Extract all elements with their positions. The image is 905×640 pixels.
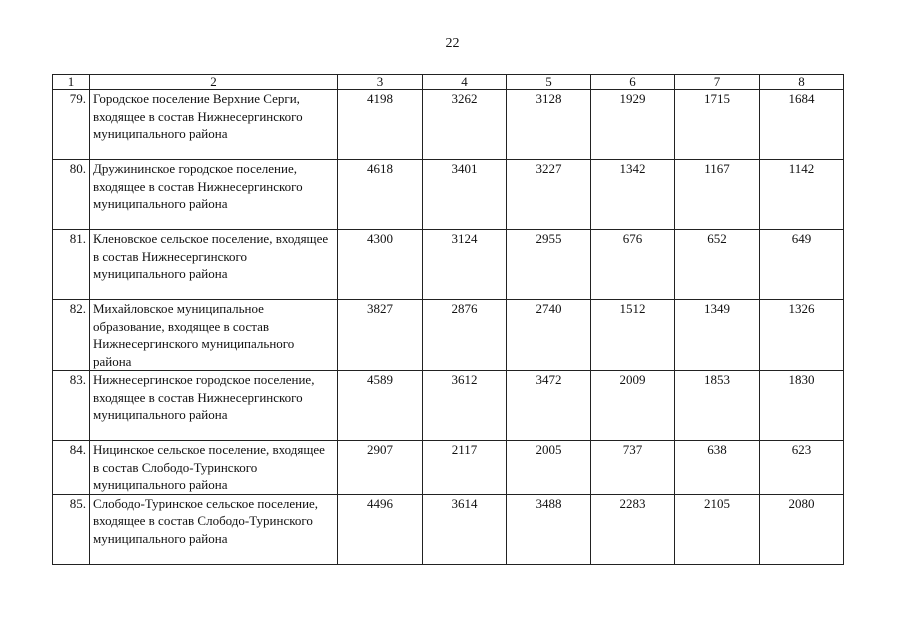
row-number: 79. xyxy=(53,90,90,160)
value-cell: 3488 xyxy=(507,494,591,564)
value-cell: 623 xyxy=(760,441,844,495)
row-number: 81. xyxy=(53,230,90,300)
value-cell: 1349 xyxy=(675,300,760,371)
value-cell: 3472 xyxy=(507,371,591,441)
table-row xyxy=(53,90,844,160)
value-cell: 2105 xyxy=(675,494,760,564)
value-cell: 2740 xyxy=(507,300,591,371)
table-body xyxy=(53,90,844,565)
value-cell: 1142 xyxy=(760,160,844,230)
value-cell: 3827 xyxy=(338,300,423,371)
value-cell: 2907 xyxy=(338,441,423,495)
value-cell: 4300 xyxy=(338,230,423,300)
value-cell: 4618 xyxy=(338,160,423,230)
table-row xyxy=(53,160,844,230)
table-row xyxy=(53,300,844,371)
value-cell: 652 xyxy=(675,230,760,300)
table-row xyxy=(53,494,844,564)
value-cell: 1342 xyxy=(591,160,675,230)
value-cell: 3262 xyxy=(423,90,507,160)
value-cell: 3128 xyxy=(507,90,591,160)
column-header: 2 xyxy=(90,75,338,90)
column-header: 8 xyxy=(760,75,844,90)
value-cell: 638 xyxy=(675,441,760,495)
value-cell: 1684 xyxy=(760,90,844,160)
value-cell: 1929 xyxy=(591,90,675,160)
value-cell: 2005 xyxy=(507,441,591,495)
row-number: 85. xyxy=(53,494,90,564)
value-cell: 676 xyxy=(591,230,675,300)
municipality-name: Кленовское сельское поселение, входящее в состав Нижнесергинского муниципального района xyxy=(90,230,338,300)
value-cell: 1830 xyxy=(760,371,844,441)
municipality-name: Михайловское муниципальное образование, входящее в состав Нижнесергинского муниципального района xyxy=(90,300,338,371)
municipality-name: Городское поселение Верхние Серги, входящее в состав Нижнесергинского муниципального района xyxy=(90,90,338,160)
row-number: 80. xyxy=(53,160,90,230)
row-number: 82. xyxy=(53,300,90,371)
page-number: 22 xyxy=(445,36,460,51)
value-cell: 2955 xyxy=(507,230,591,300)
value-cell: 737 xyxy=(591,441,675,495)
value-cell: 4496 xyxy=(338,494,423,564)
value-cell: 4589 xyxy=(338,371,423,441)
municipality-name: Нижнесергинское городское поселение, входящее в состав Нижнесергинского муниципального района xyxy=(90,371,338,441)
table-row xyxy=(53,441,844,495)
value-cell: 1512 xyxy=(591,300,675,371)
column-header: 1 xyxy=(53,75,90,90)
row-number: 83. xyxy=(53,371,90,441)
value-cell: 3614 xyxy=(423,494,507,564)
value-cell: 1326 xyxy=(760,300,844,371)
value-cell: 4198 xyxy=(338,90,423,160)
value-cell: 2009 xyxy=(591,371,675,441)
municipality-name: Ницинское сельское поселение, входящее в состав Слободо-Туринского муниципального района xyxy=(90,441,338,495)
header-row xyxy=(53,75,844,90)
table-header xyxy=(53,75,844,90)
value-cell: 3227 xyxy=(507,160,591,230)
value-cell: 1853 xyxy=(675,371,760,441)
value-cell: 3612 xyxy=(423,371,507,441)
table-row xyxy=(53,230,844,300)
row-number: 84. xyxy=(53,441,90,495)
column-header: 5 xyxy=(507,75,591,90)
municipality-name: Дружининское городское поселение, входящее в состав Нижнесергинского муниципального района xyxy=(90,160,338,230)
value-cell: 649 xyxy=(760,230,844,300)
value-cell: 2283 xyxy=(591,494,675,564)
column-header: 4 xyxy=(423,75,507,90)
value-cell: 3401 xyxy=(423,160,507,230)
value-cell: 1167 xyxy=(675,160,760,230)
value-cell: 2876 xyxy=(423,300,507,371)
column-header: 3 xyxy=(338,75,423,90)
municipality-name: Слободо-Туринское сельское поселение, входящее в состав Слободо-Туринского муниципального района xyxy=(90,494,338,564)
value-cell: 3124 xyxy=(423,230,507,300)
data-table xyxy=(52,74,844,565)
table-row xyxy=(53,371,844,441)
column-header: 7 xyxy=(675,75,760,90)
value-cell: 2080 xyxy=(760,494,844,564)
column-header: 6 xyxy=(591,75,675,90)
value-cell: 1715 xyxy=(675,90,760,160)
value-cell: 2117 xyxy=(423,441,507,495)
